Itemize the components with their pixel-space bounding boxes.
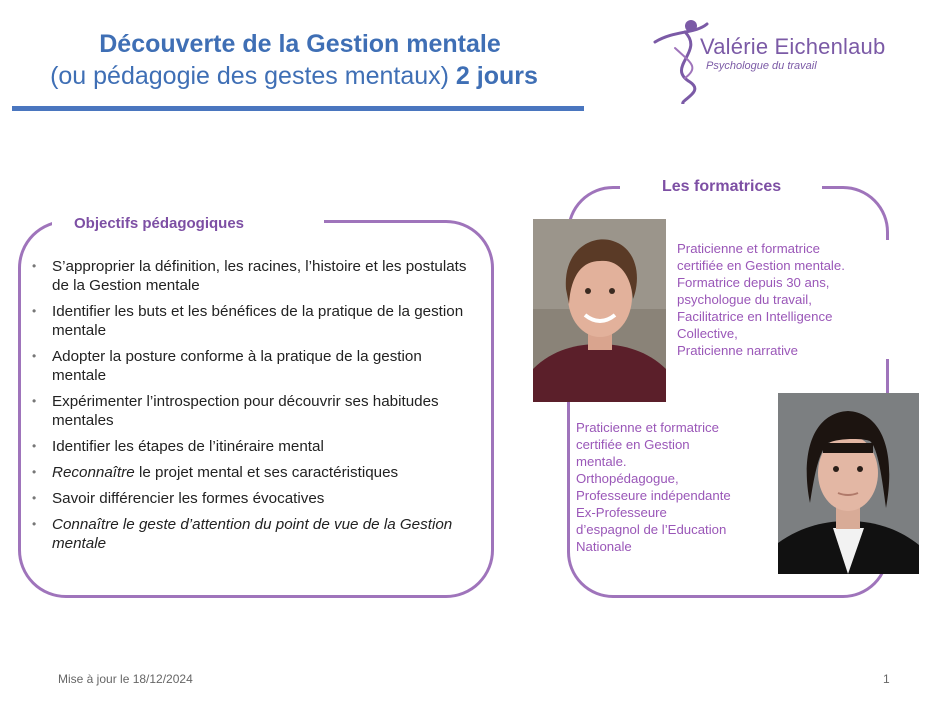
- bio-line: Praticienne narrative: [677, 343, 798, 358]
- trainer-1-photo: [533, 219, 666, 402]
- bio-line: certifiée en Gestion: [576, 437, 690, 452]
- trainers-title: Les formatrices: [662, 178, 782, 195]
- list-item-text: Connaître le geste d’attention du point de vue de la Gestion mentale: [52, 516, 453, 552]
- trainer-2-photo: [778, 393, 919, 574]
- bio-line: d’espagnol de l’Education: [576, 522, 727, 537]
- list-item: [30, 302, 475, 340]
- bio-line: Collective,: [677, 326, 738, 341]
- bullet-icon: •: [32, 491, 37, 505]
- logo-subtitle: Psychologue du travail: [706, 60, 817, 72]
- list-item: [30, 257, 475, 295]
- title-underline: [12, 106, 584, 111]
- list-item: [30, 392, 475, 430]
- list-item-text: Identifier les étapes de l’itinéraire mental: [52, 438, 324, 455]
- list-item-text: S’approprier la définition, les racines, l’histoire et les postulats de la Gestion mentale: [52, 258, 467, 294]
- list-item: [30, 463, 475, 482]
- title-line-1: Découverte de la Gestion mentale: [99, 30, 501, 58]
- logo-name: Valérie Eichenlaub: [700, 34, 886, 59]
- title-line-2: [0, 60, 594, 92]
- bio-line: Praticienne et formatrice: [576, 420, 719, 435]
- list-item-text: le projet mental et ses caractéristiques: [134, 464, 399, 481]
- bullet-icon: •: [32, 517, 37, 531]
- bullet-icon: •: [32, 304, 37, 318]
- bio-line: Praticienne et formatrice: [677, 241, 820, 256]
- objectives-title: Objectifs pédagogiques: [74, 215, 245, 232]
- list-item-text: Adopter la posture conforme à la pratique de la gestion mentale: [52, 348, 422, 384]
- bio-line: Professeure indépendante: [576, 488, 731, 503]
- bio-line: Orthopédagogue,: [576, 471, 679, 486]
- bullet-icon: •: [32, 465, 37, 479]
- bio-line: psychologue du travail,: [677, 292, 812, 307]
- page-title: [0, 28, 600, 92]
- trainer-2-bio: [576, 419, 776, 555]
- list-item-emphasis: Reconnaître: [52, 464, 135, 481]
- list-item-text: Identifier les buts et les bénéfices de la pratique de la gestion mentale: [52, 303, 464, 339]
- bullet-icon: •: [32, 439, 37, 453]
- objectives-list: [30, 257, 475, 560]
- title-duration: 2 jours: [455, 62, 538, 90]
- list-item: [30, 515, 475, 553]
- bio-line: certifiée en Gestion mentale.: [677, 258, 845, 273]
- list-item: [30, 489, 475, 508]
- update-date: Mise à jour le 18/12/2024: [58, 672, 193, 686]
- list-item: [30, 347, 475, 385]
- list-item-text: Expérimenter l’introspection pour découvrir ses habitudes mentales: [52, 393, 439, 429]
- list-item-text: Savoir différencier les formes évocatives: [52, 490, 325, 507]
- bio-line: Ex-Professeure: [576, 505, 667, 520]
- bullet-icon: •: [32, 394, 37, 408]
- bullet-icon: •: [32, 259, 37, 273]
- bio-line: Facilitatrice en Intelligence: [677, 309, 833, 324]
- trainer-1-bio: [677, 240, 889, 359]
- bullet-icon: •: [32, 349, 37, 363]
- list-item: [30, 437, 475, 456]
- title-subtitle: (ou pédagogie des gestes mentaux): [50, 62, 449, 90]
- bio-line: Formatrice depuis 30 ans,: [677, 275, 830, 290]
- bio-line: mentale.: [576, 454, 627, 469]
- bio-line: Nationale: [576, 539, 632, 554]
- page-number: 1: [883, 672, 890, 686]
